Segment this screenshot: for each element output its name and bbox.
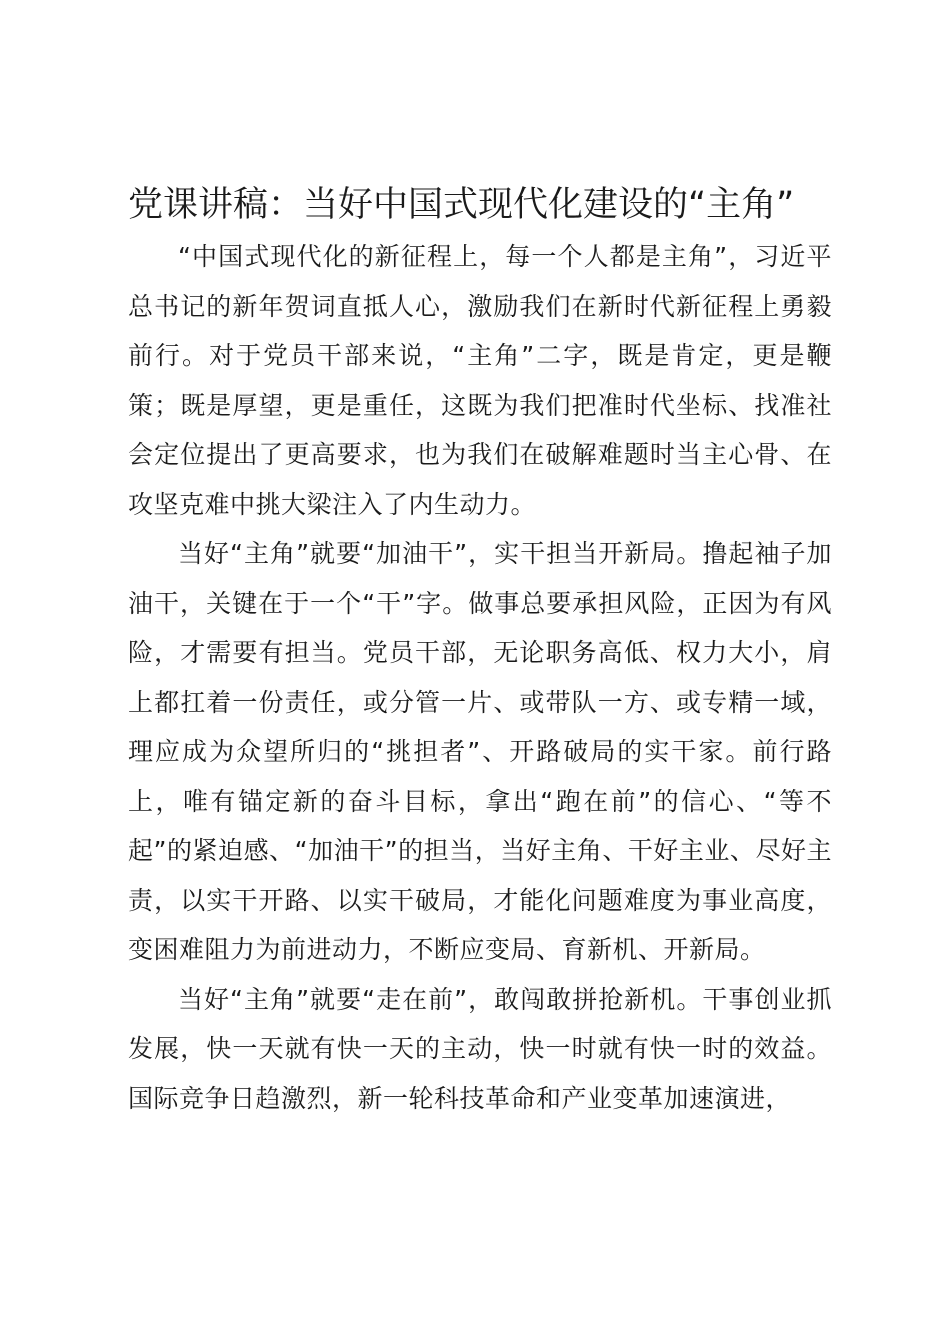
document-title: 党课讲稿：当好中国式现代化建设的“主角” — [128, 185, 795, 225]
document-body — [128, 178, 832, 1123]
paragraph-3: 当好“主角”就要“走在前”，敢闯敢拼抢新机。干事创业抓发展，快一天就有快一天的主动，快一时就有快一时的效益。国际竞争日趋激烈，新一轮科技革命和产业变革加速演进， — [128, 984, 832, 1113]
paragraph-1: “中国式现代化的新征程上，每一个人都是主角”，习近平总书记的新年贺词直抵人心，激励我们在新时代新征程上勇毅前行。对于党员干部来说，“主角”二字，既是肯定，更是鞭策；既是厚望，更是重任，这既为我们把准时代坐标、找准社会定位提出了更高要求，也为我们在破解难题时当主心骨、在攻坚克难中挑大梁注入了内生动力。 — [128, 242, 832, 519]
paragraph-2: 当好“主角”就要“加油干”，实干担当开新局。撸起袖子加油干，关键在于一个“干”字。做事总要承担风险，正因为有风险，才需要有担当。党员干部，无论职务高低、权力大小，肩上都扛着一份责任，或分管一片、或带队一方、或专精一域，理应成为众望所归的“挑担者”、开路破局的实干家。前行路上，唯有锚定新的奋斗目标，拿出“跑在前”的信心、“等不起”的紧迫感、“加油干”的担当，当好主角、干好主业、尽好主责，以实干开路、以实干破局，才能化问题难度为事业高度，变困难阻力为前进动力，不断应变局、育新机、开新局。 — [128, 539, 832, 964]
